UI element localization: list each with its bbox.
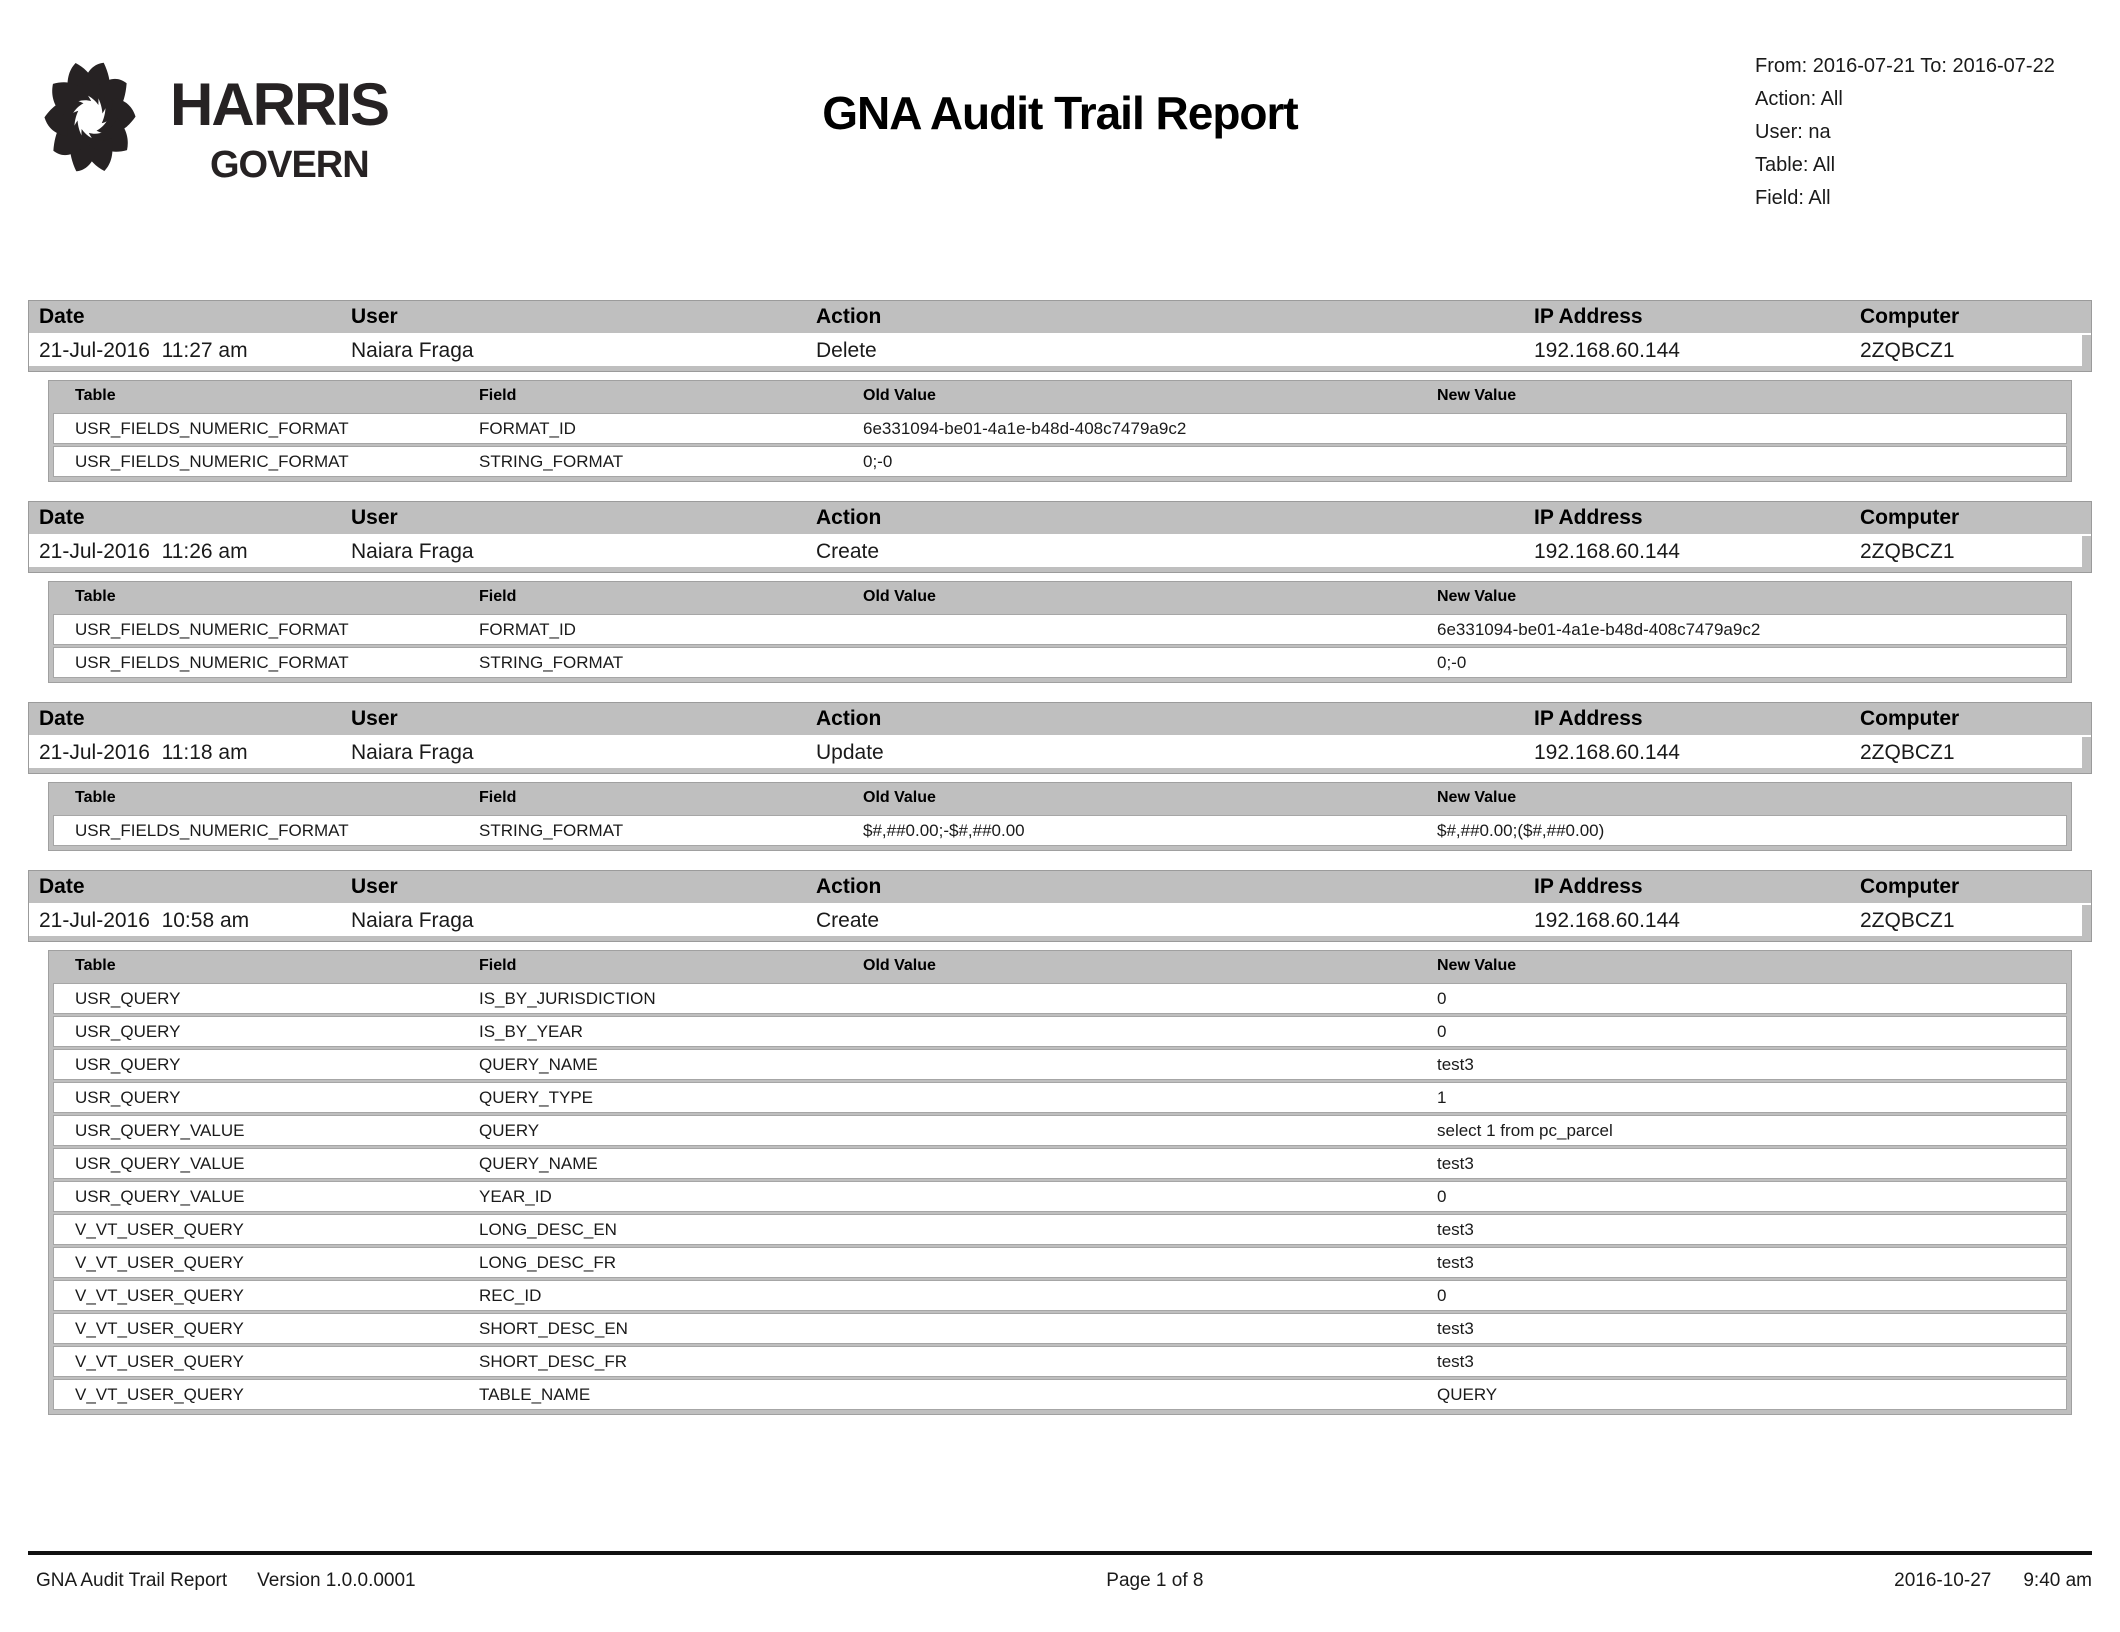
detail-new-value: 0 [1437,1021,1447,1041]
detail-field-name: SHORT_DESC_FR [479,1351,627,1371]
entry-summary-header-row [29,301,2091,335]
detail-new-value: $#,##0.00;($#,##0.00) [1437,820,1605,840]
column-header-action: Action [816,875,882,898]
footer-divider [28,1551,2092,1555]
audit-entries [28,300,2092,1434]
logo-text-harris: HARRIS [170,71,389,138]
audit-entry [28,501,2092,683]
detail-field-name: LONG_DESC_FR [479,1252,616,1272]
detail-header-row [54,381,2066,410]
entry-detail-table [48,581,2072,683]
detail-row [54,1314,2066,1343]
detail-row [54,1215,2066,1244]
detail-row [54,1281,2066,1310]
detail-table-name: V_VT_USER_QUERY [75,1318,244,1338]
entry-user: Naiara Fraga [351,740,474,764]
entry-detail-table [48,950,2072,1415]
entry-date: 21-Jul-2016 11:18 am [39,740,248,764]
entry-ip-address: 192.168.60.144 [1534,740,1680,764]
column-header-action: Action [816,506,882,529]
footer-report-name: GNA Audit Trail Report [36,1570,228,1591]
entry-action: Create [816,539,880,563]
entry-action: Create [816,908,880,932]
column-header-ip-address: IP Address [1534,875,1643,898]
detail-new-value: test3 [1437,1054,1474,1074]
detail-row [54,1017,2066,1046]
audit-entry [28,300,2092,482]
detail-table-name: V_VT_USER_QUERY [75,1252,244,1272]
detail-row [54,984,2066,1013]
entry-user: Naiara Fraga [351,338,474,362]
entry-date: 21-Jul-2016 10:58 am [39,908,250,932]
detail-new-value: test3 [1437,1153,1474,1173]
entry-summary-row [29,335,2082,366]
detail-old-value: 0;-0 [863,451,893,471]
entry-summary-header-row [29,871,2091,905]
column-header-old-value: Old Value [863,788,936,806]
page-title: GNA Audit Trail Report [822,87,1298,139]
column-header-new-value: New Value [1437,386,1517,404]
detail-table-name: USR_FIELDS_NUMERIC_FORMAT [75,820,349,840]
detail-row [54,816,2066,845]
detail-row [54,615,2066,644]
column-header-table: Table [75,788,116,806]
detail-new-value: QUERY [1437,1384,1498,1404]
column-header-old-value: Old Value [863,587,936,605]
column-header-date: Date [39,305,85,328]
detail-field-name: REC_ID [479,1285,542,1305]
column-header-computer: Computer [1860,506,1960,529]
entry-action: Update [816,740,884,764]
entry-summary-table [28,300,2092,372]
entry-summary-header-row [29,502,2091,536]
column-header-ip-address: IP Address [1534,707,1643,730]
footer [28,1570,2092,1592]
footer-version: Version 1.0.0.0001 [257,1570,416,1591]
entry-summary-row [29,737,2082,768]
detail-row [54,1050,2066,1079]
detail-table-name: USR_FIELDS_NUMERIC_FORMAT [75,652,349,672]
audit-entry [28,702,2092,851]
column-header-date: Date [39,506,85,529]
detail-table-name: USR_QUERY_VALUE [75,1120,245,1140]
entry-date: 21-Jul-2016 11:26 am [39,539,248,563]
detail-field-name: YEAR_ID [479,1186,552,1206]
detail-new-value: 0;-0 [1437,652,1467,672]
detail-old-value: $#,##0.00;-$#,##0.00 [863,820,1025,840]
column-header-computer: Computer [1860,305,1960,328]
detail-table-name: USR_FIELDS_NUMERIC_FORMAT [75,418,349,438]
detail-row [54,447,2066,476]
column-header-table: Table [75,956,116,974]
column-header-computer: Computer [1860,875,1960,898]
detail-row [54,1380,2066,1409]
detail-header-row [54,951,2066,980]
detail-table-name: USR_QUERY_VALUE [75,1153,245,1173]
entry-summary-header-row [29,703,2091,737]
filter-field: Field: All [1755,187,1831,209]
footer-page-number: Page 1 of 8 [1106,1570,1204,1591]
column-header-user: User [351,707,398,730]
detail-table-name: USR_FIELDS_NUMERIC_FORMAT [75,451,349,471]
detail-field-name: FORMAT_ID [479,418,576,438]
logo-text-govern: GOVERN [210,144,369,186]
detail-field-name: TABLE_NAME [479,1384,591,1404]
detail-new-value: 0 [1437,1285,1447,1305]
detail-row [54,1347,2066,1376]
column-header-new-value: New Value [1437,956,1517,974]
detail-field-name: QUERY_NAME [479,1054,598,1074]
detail-field-name: IS_BY_YEAR [479,1021,583,1041]
footer-print-date: 2016-10-27 [1894,1570,1992,1591]
detail-table-name: USR_QUERY [75,988,181,1008]
detail-new-value: 6e331094-be01-4a1e-b48d-408c7479a9c2 [1437,619,1761,639]
detail-table-name: V_VT_USER_QUERY [75,1384,244,1404]
entry-ip-address: 192.168.60.144 [1534,539,1680,563]
detail-new-value: 0 [1437,1186,1447,1206]
detail-row [54,1149,2066,1178]
detail-new-value: test3 [1437,1219,1474,1239]
report-filters [1755,50,2055,215]
detail-table-name: V_VT_USER_QUERY [75,1351,244,1371]
detail-field-name: FORMAT_ID [479,619,576,639]
detail-table-name: V_VT_USER_QUERY [75,1285,244,1305]
detail-field-name: QUERY_NAME [479,1153,598,1173]
detail-new-value: test3 [1437,1351,1474,1371]
detail-field-name: STRING_FORMAT [479,451,624,471]
entry-computer: 2ZQBCZ1 [1860,740,1955,764]
detail-new-value: 1 [1437,1087,1447,1107]
column-header-new-value: New Value [1437,788,1517,806]
detail-row [54,1182,2066,1211]
entry-summary-row [29,905,2082,936]
entry-detail-table [48,380,2072,482]
entry-summary-table [28,501,2092,573]
detail-table-name: USR_FIELDS_NUMERIC_FORMAT [75,619,349,639]
entry-ip-address: 192.168.60.144 [1534,908,1680,932]
entry-summary-table [28,702,2092,774]
detail-field-name: LONG_DESC_EN [479,1219,617,1239]
column-header-table: Table [75,587,116,605]
detail-field-name: QUERY_TYPE [479,1087,594,1107]
detail-old-value: 6e331094-be01-4a1e-b48d-408c7479a9c2 [863,418,1187,438]
column-header-date: Date [39,707,85,730]
detail-table-name: USR_QUERY [75,1087,181,1107]
column-header-old-value: Old Value [863,386,936,404]
detail-field-name: STRING_FORMAT [479,820,624,840]
entry-computer: 2ZQBCZ1 [1860,338,1955,362]
detail-header-row [54,783,2066,812]
column-header-field: Field [479,788,517,806]
filter-action: Action: All [1755,88,1843,110]
column-header-ip-address: IP Address [1534,305,1643,328]
detail-row [54,1116,2066,1145]
audit-entry [28,870,2092,1415]
detail-field-name: STRING_FORMAT [479,652,624,672]
filter-date-range: From: 2016-07-21 To: 2016-07-22 [1755,55,2055,77]
column-header-user: User [351,506,398,529]
detail-new-value: test3 [1437,1318,1474,1338]
detail-new-value: 0 [1437,988,1447,1008]
entry-computer: 2ZQBCZ1 [1860,539,1955,563]
detail-field-name: SHORT_DESC_EN [479,1318,628,1338]
detail-row [54,1248,2066,1277]
detail-field-name: IS_BY_JURISDICTION [479,988,656,1008]
detail-row [54,414,2066,443]
column-header-field: Field [479,587,517,605]
entry-user: Naiara Fraga [351,908,474,932]
column-header-table: Table [75,386,116,404]
entry-action: Delete [816,338,877,362]
column-header-field: Field [479,956,517,974]
detail-table-name: USR_QUERY [75,1054,181,1074]
entry-date: 21-Jul-2016 11:27 am [39,338,248,362]
entry-user: Naiara Fraga [351,539,474,563]
detail-header-row [54,582,2066,611]
column-header-action: Action [816,707,882,730]
detail-row [54,1083,2066,1112]
column-header-user: User [351,305,398,328]
column-header-ip-address: IP Address [1534,506,1643,529]
detail-table-name: V_VT_USER_QUERY [75,1219,244,1239]
column-header-computer: Computer [1860,707,1960,730]
detail-row [54,648,2066,677]
column-header-date: Date [39,875,85,898]
column-header-old-value: Old Value [863,956,936,974]
entry-computer: 2ZQBCZ1 [1860,908,1955,932]
detail-new-value: test3 [1437,1252,1474,1272]
entry-detail-table [48,782,2072,851]
detail-table-name: USR_QUERY [75,1021,181,1041]
column-header-user: User [351,875,398,898]
filter-user: User: na [1755,121,1831,143]
entry-ip-address: 192.168.60.144 [1534,338,1680,362]
detail-field-name: QUERY [479,1120,540,1140]
column-header-action: Action [816,305,882,328]
filter-table: Table: All [1755,154,1836,176]
detail-table-name: USR_QUERY_VALUE [75,1186,245,1206]
column-header-field: Field [479,386,517,404]
detail-new-value: select 1 from pc_parcel [1437,1120,1613,1140]
entry-summary-row [29,536,2082,567]
entry-summary-table [28,870,2092,942]
footer-print-time: 9:40 am [2023,1570,2092,1591]
column-header-new-value: New Value [1437,587,1517,605]
